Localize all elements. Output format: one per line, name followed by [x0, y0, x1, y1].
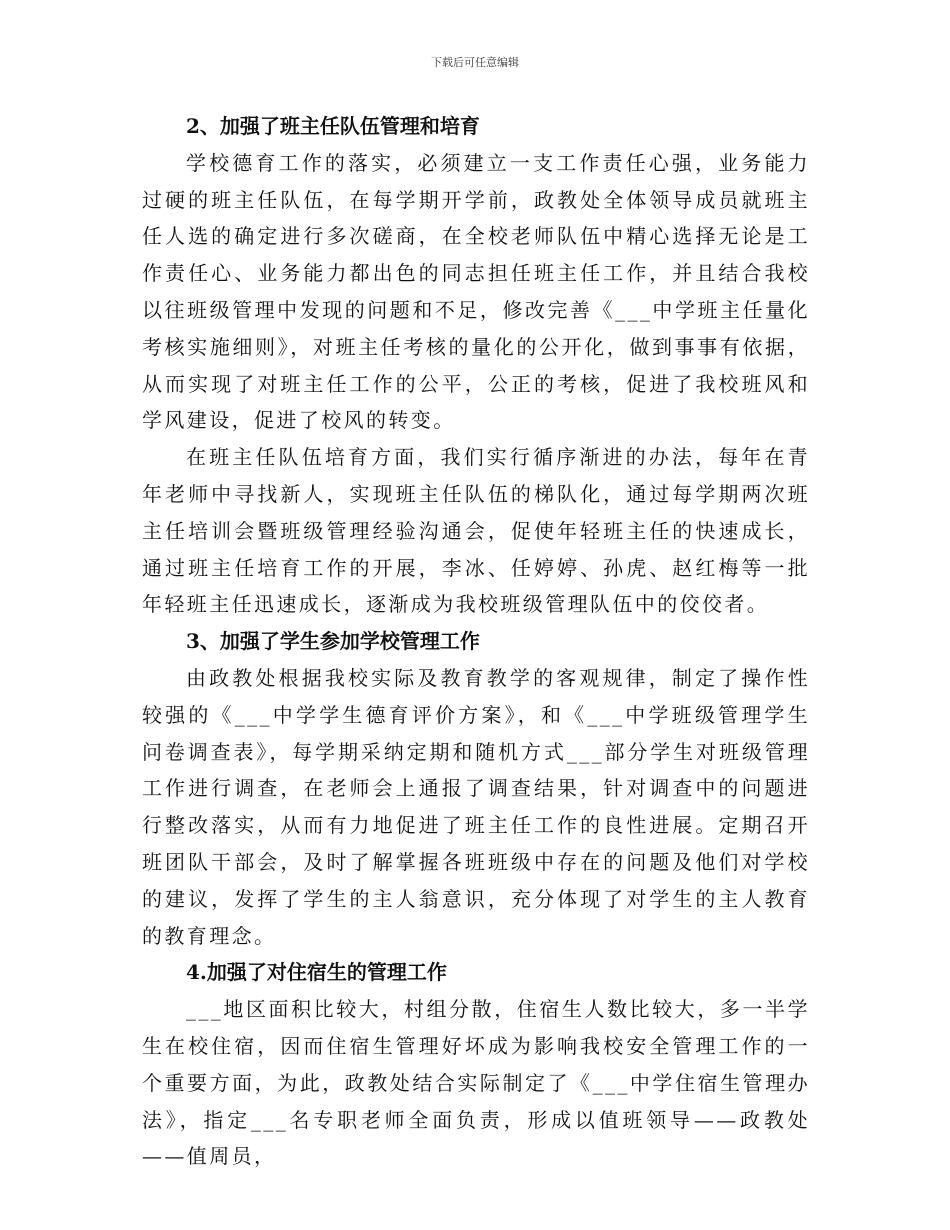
- section-heading: 3、加强了学生参加学校管理工作: [186, 629, 480, 654]
- paragraph: 由政教处根据我校实际及教育教学的客观规律，制定了操作性较强的《___中学学生德育评价方案》，和《___中学班级管理学生问卷调查表》，每学期采纳定期和随机方式___部分学生对班级管理工作进行调查，在老师会上通报了调查结果，针对调查中的问题进行整改落实，从而有力地促进了班主任工作的良性进展。定期召开班团队干部会，及时了解掌握各班班级中存在的问题及他们对学校的建议，发挥了学生的主人翁意识，充分体现了对学生的主人教育的教育理念。: [142, 665, 810, 948]
- section-4: [142, 954, 810, 1175]
- page-header-note: 下载后可任意编辑: [431, 56, 519, 69]
- paragraph: 学校德育工作的落实，必须建立一支工作责任心强，业务能力过硬的班主任队伍，在每学期开学前，政教处全体领导成员就班主任人选的确定进行多次磋商，在全校老师队伍中精心选择无论是工作责任心、业务能力都出色的同志担任班主任工作，并且结合我校以往班级管理中发现的问题和不足，修改完善《___中学班主任量化考核实施细则》，对班主任考核的量化的公开化，做到事事有依据，从而实现了对班主任工作的公平，公正的考核，促进了我校班风和学风建设，促进了校风的转变。: [142, 150, 810, 433]
- section-heading: 4.加强了对住宿生的管理工作: [186, 960, 447, 985]
- section-2: [142, 108, 810, 623]
- paragraph: 在班主任队伍培育方面，我们实行循序渐进的办法，每年在青年老师中寻找新人，实现班主任队伍的梯队化，通过每学期两次班主任培训会暨班级管理经验沟通会，促使年轻班主任的快速成长，通过班主任培育工作的开展，李冰、任婷婷、孙虎、赵红梅等一批年轻班主任迅速成长，逐渐成为我校班级管理队伍中的佼佼者。: [142, 445, 810, 617]
- section-3: [142, 623, 810, 954]
- section-heading: 2、加强了班主任队伍管理和培育: [186, 114, 480, 138]
- paragraph: ___地区面积比较大，村组分散，住宿生人数比较大，多一半学生在校住宿，因而住宿生管理好坏成为影响我校安全管理工作的一个重要方面，为此，政教处结合实际制定了《___中学住宿生管理办法》，指定___名专职老师全面负责，形成以值班领导——政教处——值周员，: [142, 997, 810, 1169]
- document-body: [142, 108, 810, 1175]
